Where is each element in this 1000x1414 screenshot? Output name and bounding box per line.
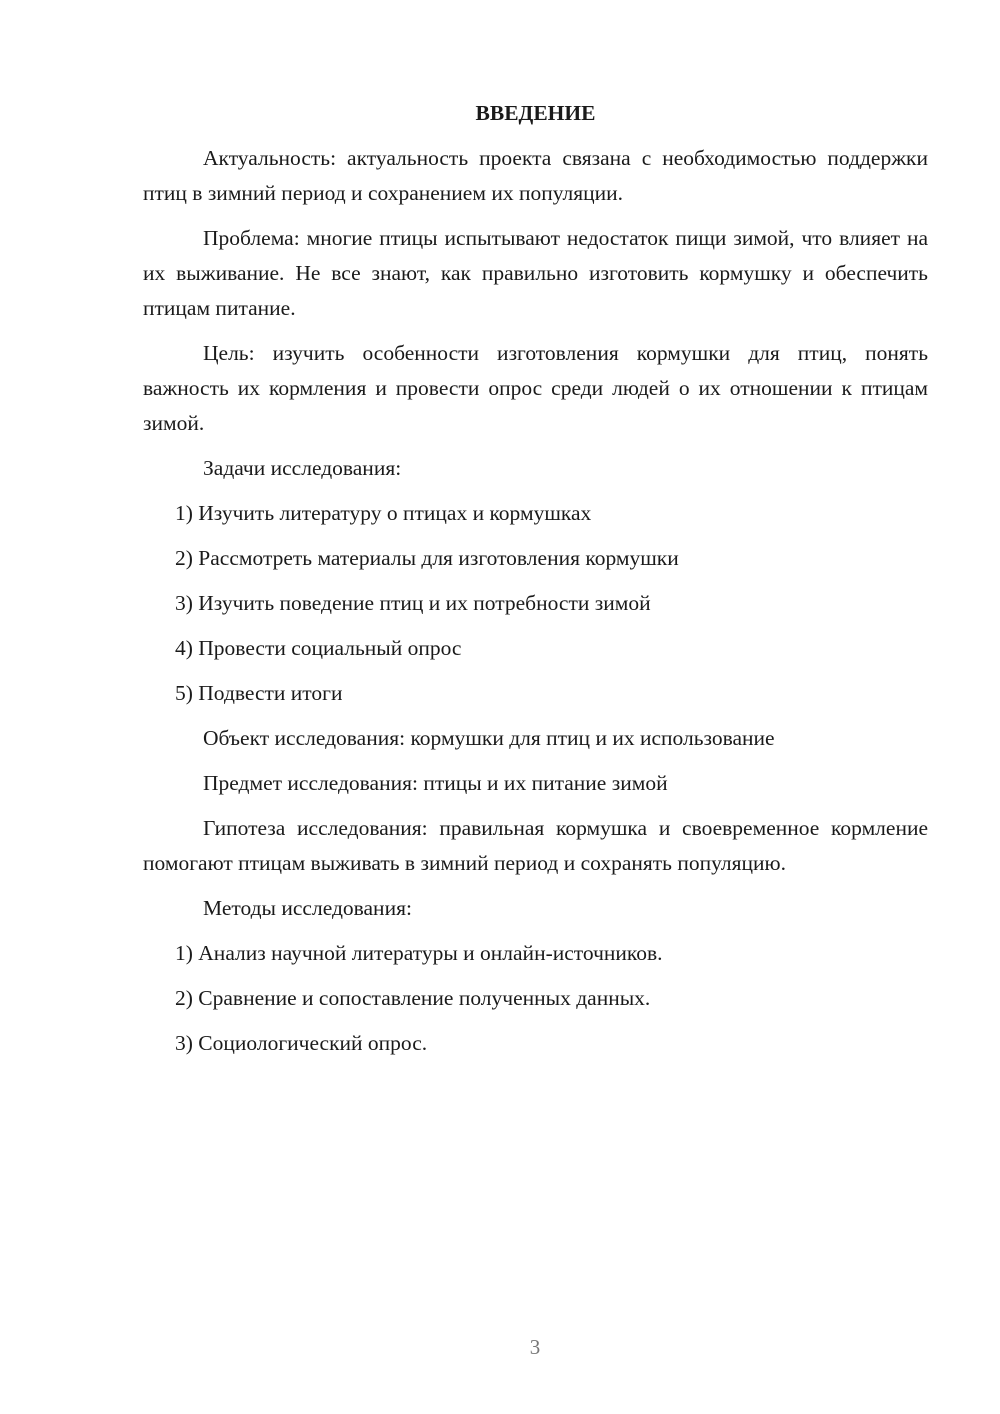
methods-heading: Методы исследования: — [203, 896, 412, 920]
task-item: 2) Рассмотреть материалы для изготовления кормушки — [175, 546, 679, 570]
hypothesis-paragraph: Гипотеза исследования: правильная кормушка и своевременное кормление помогают птицам выживать в зимний период и сохранять популяцию. — [143, 816, 928, 875]
page-number: 3 — [529, 1335, 541, 1359]
method-item: 1) Анализ научной литературы и онлайн-источников. — [175, 941, 663, 965]
task-item: 5) Подвести итоги — [175, 681, 343, 705]
relevance-paragraph: Актуальность: актуальность проекта связана с необходимостью поддержки птиц в зимний период и сохранением их популяции. — [143, 146, 928, 205]
object-line: Объект исследования: кормушки для птиц и их использование — [203, 726, 775, 750]
section-title: ВВЕДЕНИЕ — [475, 101, 596, 125]
task-item: 1) Изучить литературу о птицах и кормушках — [175, 501, 592, 525]
task-item: 4) Провести социальный опрос — [175, 636, 462, 660]
document-body — [143, 96, 928, 1071]
task-item: 3) Изучить поведение птиц и их потребности зимой — [175, 591, 651, 615]
method-item: 2) Сравнение и сопоставление полученных данных. — [175, 986, 651, 1010]
method-item: 3) Социологический опрос. — [175, 1031, 428, 1055]
goal-paragraph: Цель: изучить особенности изготовления кормушки для птиц, понять важность их кормления и провести опрос среди людей о их отношении к птицам зимой. — [143, 341, 928, 435]
subject-line: Предмет исследования: птицы и их питание зимой — [203, 771, 668, 795]
tasks-heading: Задачи исследования: — [203, 456, 402, 480]
problem-paragraph: Проблема: многие птицы испытывают недостаток пищи зимой, что влияет на их выживание. Не все знают, как правильно изготовить кормушку и обеспечить птицам питание. — [143, 226, 928, 320]
